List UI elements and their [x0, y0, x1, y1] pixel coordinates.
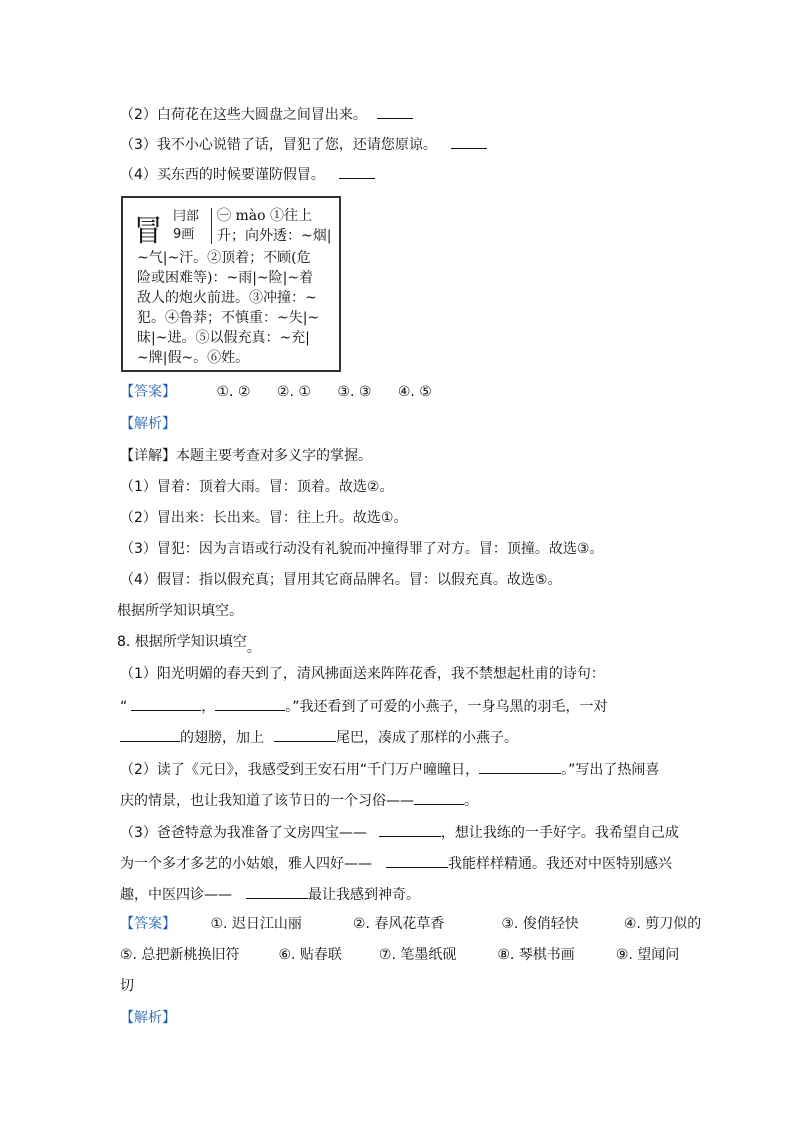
- answer-blank: [339, 164, 375, 179]
- answer-item: ⑨. 望闻问: [615, 947, 680, 963]
- analysis-label: 【解析】: [120, 416, 176, 432]
- q8-p2-text: 庆的情景，也让我知道了该节日的一个习俗——: [120, 793, 414, 809]
- q8-p1-line3: [120, 727, 518, 748]
- answer-item: ①. ②: [216, 384, 251, 400]
- divider: [211, 208, 212, 244]
- detail-line: [120, 446, 372, 466]
- quote-open: “: [120, 699, 128, 715]
- answer-item: ⑥. 贴春联: [278, 947, 342, 963]
- q7-item-3-text: （3）我不小心说错了话，冒犯了您，还请您原谅。: [120, 137, 437, 153]
- analysis-tail: 根据所学知识填空。: [117, 603, 243, 619]
- answer-item: ⑤. 总把新桃换旧符: [120, 947, 240, 963]
- answer-blank: [131, 696, 201, 711]
- q8-p2-line2: [120, 790, 478, 811]
- answer-item: ③. 俊俏轻快: [501, 916, 579, 932]
- q8-p3-line1: [120, 822, 679, 843]
- q8-p3-text: （3）爸爸特意为我准备了文房四宝——: [120, 825, 367, 841]
- analysis-line: （2）冒出来：长出来。冒：往上升。故选①。: [120, 510, 408, 526]
- q8-p3-text: 趣，中医四诊——: [120, 887, 232, 903]
- dictionary-line: 敌人的炮火前进。③冲撞：~: [137, 290, 317, 306]
- dictionary-line: 犯。④鲁莽；不慎重：~失|~: [137, 310, 320, 326]
- q8-title: [117, 632, 261, 656]
- q8-p3-text: 我能样样精通。我还对中医特别感兴: [448, 856, 672, 872]
- q7-item-2: [120, 104, 413, 125]
- q8-p2-text: 。”写出了热闹喜: [561, 762, 660, 778]
- q8-p2-line1: [120, 759, 659, 780]
- dictionary-line: ~牌|假~。⑥姓。: [137, 350, 250, 366]
- answer-item: ②. ①: [276, 384, 311, 400]
- q8-title-mark: 。: [246, 640, 261, 656]
- dictionary-radical: 冃部: [173, 209, 200, 224]
- answer-item: ⑧. 琴棋书画: [497, 947, 575, 963]
- q7-answer-row: [120, 382, 454, 402]
- detail-text: 本题主要考查对多义字的掌握。: [176, 448, 372, 464]
- answer-item: ④. ⑤: [397, 384, 432, 400]
- dictionary-headword: 冒: [133, 214, 163, 249]
- analysis-line: （3）冒犯：因为言语或行动没有礼貌而冲撞得罪了对方。冒：顶撞。故选③。: [120, 541, 604, 557]
- dictionary-radical-info: [173, 208, 199, 244]
- answer-blank: [386, 853, 448, 868]
- separator: ，: [201, 699, 216, 715]
- q7-item-3: [120, 134, 487, 155]
- answer-item: ③. ③: [337, 384, 372, 400]
- q8-p3-text: 为一个多才多艺的小姑娘，雅人四好——: [120, 856, 372, 872]
- q8-p1-text: 尾巴，凑成了那样的小燕子。: [336, 730, 518, 746]
- answer-item: ⑦. 笔墨纸砚: [378, 947, 457, 963]
- answer-item: ④. 剪刀似的: [623, 916, 702, 932]
- q8-p1-line2: [120, 696, 608, 717]
- dictionary-line: 升；向外透：~烟|: [217, 228, 332, 244]
- q8-title-text: 8. 根据所学知识填空: [117, 634, 247, 650]
- dictionary-line: ㊀ mào ①往上: [217, 208, 312, 224]
- q8-p1-text: 的翅膀，加上: [180, 730, 264, 746]
- answer-blank: [215, 696, 285, 711]
- answer-blank: [246, 884, 308, 899]
- analysis-line: （1）冒着：顶着大雨。冒：顶着。故选②。: [120, 479, 394, 495]
- q7-item-2-text: （2）白荷花在这些大圆盘之间冒出来。: [120, 107, 367, 123]
- q8-answer-row1: [120, 914, 701, 934]
- dictionary-strokes: 9画: [173, 227, 195, 242]
- q8-p3-text: 最让我感到神奇。: [308, 887, 420, 903]
- analysis-line: （4）假冒：指以假充真；冒用其它商品牌名。冒：以假充真。故选⑤。: [120, 572, 562, 588]
- answer-blank: [120, 727, 180, 742]
- detail-label: 【详解】: [120, 448, 176, 464]
- q8-p1-line1: （1）阳光明媚的春天到了，清风拂面送来阵阵花香，我不禁想起杜甫的诗句：: [120, 666, 605, 682]
- answer-blank: [479, 759, 561, 774]
- q8-answer-row3: 切: [120, 978, 134, 994]
- answer-blank: [414, 790, 464, 805]
- analysis-label: 【解析】: [120, 1010, 176, 1026]
- q8-p3-line2: [120, 853, 672, 874]
- q8-p3-text: ，想让我练的一手好字。我希望自己成: [440, 825, 679, 841]
- dictionary-line: 昧|~进。⑤以假充真：~充|: [137, 330, 310, 346]
- q8-p2-text: 。: [464, 793, 478, 809]
- answer-label: 【答案】: [120, 916, 176, 932]
- q8-p2-text: （2）读了《元日》，我感受到王安石用“千门万户曈曈日，: [120, 762, 480, 778]
- q7-item-4: [120, 164, 375, 185]
- q8-p3-line3: [120, 884, 420, 905]
- dictionary-line: 险或困难等)：~雨|~险|~着: [137, 270, 314, 286]
- answer-label: 【答案】: [120, 384, 176, 400]
- answer-blank: [274, 727, 336, 742]
- q8-p1-text: 。”我还看到了可爱的小燕子，一身乌黑的羽毛，一对: [285, 699, 608, 715]
- answer-item: ②. 春风花草香: [352, 916, 445, 932]
- answer-blank: [377, 104, 413, 119]
- answer-blank: [451, 134, 487, 149]
- answer-item: ①. 迟日江山丽: [210, 916, 302, 932]
- dictionary-line: ~气|~汗。②顶着；不顾(危: [137, 250, 311, 266]
- answer-blank: [379, 822, 441, 837]
- q8-answer-row2: [120, 945, 679, 965]
- q7-item-4-text: （4）买东西的时候要谨防假冒。: [120, 167, 325, 183]
- dictionary-entry-box: [121, 196, 341, 372]
